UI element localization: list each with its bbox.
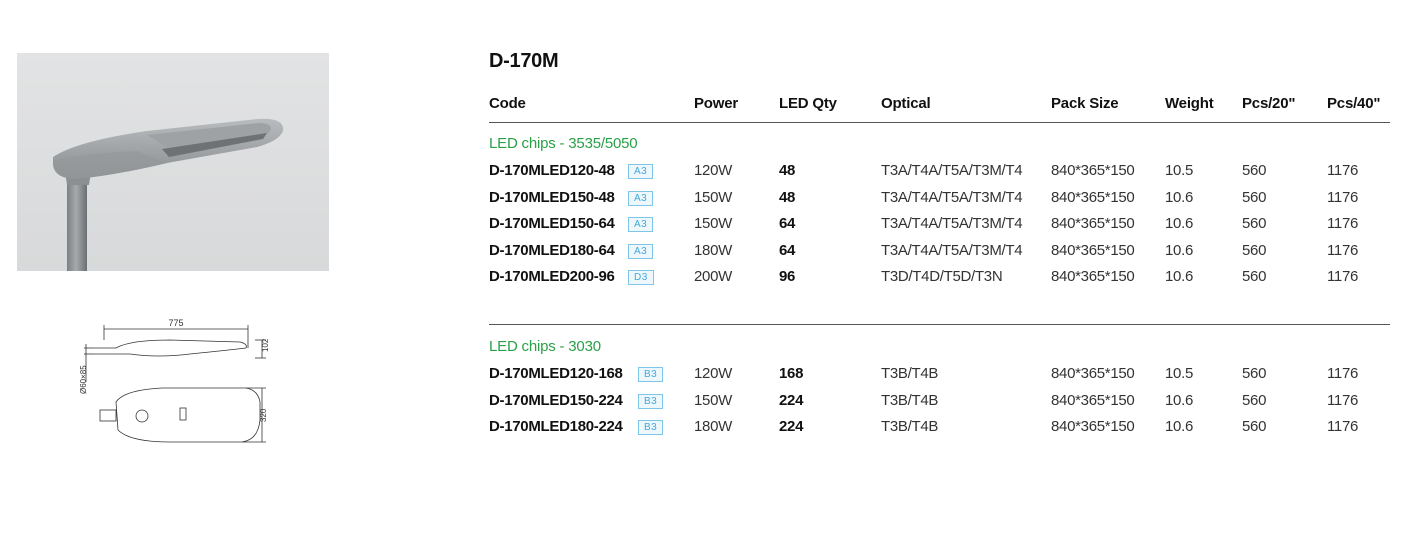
header-pcs20: Pcs/20": [1242, 95, 1296, 112]
cell-optical: T3B/T4B: [881, 391, 939, 409]
cell-led-qty: 64: [779, 241, 796, 259]
cell-weight: 10.6: [1165, 268, 1193, 285]
table-row: [489, 213, 1390, 235]
cell-code: D-170MLED120-48: [489, 162, 615, 179]
table-row: [489, 416, 1390, 438]
cell-weight: 10.6: [1165, 215, 1193, 232]
cell-optical: T3B/T4B: [881, 418, 939, 435]
optic-badge: A3: [628, 217, 653, 232]
cell-code: D-170MLED150-224: [489, 391, 623, 409]
cell-pack-size: 840*365*150: [1051, 418, 1135, 435]
cell-optical: T3A/T4A/T5A/T3M/T4: [881, 188, 1023, 206]
group-label: LED chips - 3535/5050: [489, 135, 638, 152]
cell-power: 150W: [694, 391, 732, 409]
header-code: Code: [489, 95, 526, 112]
street-light-image: [17, 53, 329, 271]
table-row: [489, 240, 1390, 262]
table-row: [489, 266, 1390, 288]
cell-pcs20: 560: [1242, 418, 1267, 435]
table-row: [489, 390, 1390, 412]
cell-optical: T3D/T4D/T5D/T3N: [881, 268, 1003, 285]
cell-weight: 10.6: [1165, 418, 1193, 435]
cell-pcs40: 1176: [1327, 418, 1359, 435]
cell-pcs40: 1176: [1327, 215, 1359, 232]
product-title: D-170M: [489, 50, 559, 72]
cell-code: D-170MLED180-64: [489, 241, 615, 259]
cell-pack-size: 840*365*150: [1051, 391, 1135, 409]
optic-badge: A3: [628, 191, 653, 206]
cell-code: D-170MLED120-168: [489, 365, 623, 382]
cell-power: 120W: [694, 162, 732, 179]
cell-pcs20: 560: [1242, 215, 1267, 232]
optic-badge: A3: [628, 244, 653, 259]
cell-power: 200W: [694, 268, 732, 285]
dim-length: 775: [168, 318, 184, 328]
header-power: Power: [694, 95, 739, 112]
cell-led-qty: 96: [779, 268, 796, 285]
cell-pcs20: 560: [1242, 391, 1267, 409]
cell-pcs20: 560: [1242, 365, 1267, 382]
cell-led-qty: 168: [779, 365, 804, 382]
cell-pcs20: 560: [1242, 241, 1267, 259]
cell-pcs40: 1176: [1327, 162, 1359, 179]
cell-power: 120W: [694, 365, 732, 382]
cell-pcs40: 1176: [1327, 188, 1359, 206]
table-row: [489, 363, 1390, 385]
header-weight: Weight: [1165, 95, 1214, 112]
dimension-drawing-svg: [70, 312, 290, 457]
cell-power: 150W: [694, 215, 732, 232]
optic-badge: B3: [638, 367, 663, 382]
cell-pack-size: 840*365*150: [1051, 241, 1135, 259]
dim-pole: Ø60×85: [79, 365, 88, 394]
cell-code: D-170MLED200-96: [489, 268, 615, 285]
cell-power: 180W: [694, 241, 732, 259]
cell-weight: 10.6: [1165, 391, 1193, 409]
optic-badge: B3: [638, 394, 663, 409]
cell-power: 180W: [694, 418, 732, 435]
cell-pcs20: 560: [1242, 188, 1267, 206]
table-row: [489, 187, 1390, 209]
cell-pcs40: 1176: [1327, 365, 1359, 382]
dimension-drawing: [70, 312, 290, 457]
cell-pack-size: 840*365*150: [1051, 162, 1135, 179]
cell-pcs40: 1176: [1327, 241, 1359, 259]
dim-height: 102: [261, 338, 270, 352]
cell-optical: T3A/T4A/T5A/T3M/T4: [881, 215, 1023, 232]
optic-badge: B3: [638, 420, 663, 435]
cell-led-qty: 48: [779, 188, 796, 206]
group-label: LED chips - 3030: [489, 338, 601, 355]
header-divider: [489, 122, 1390, 123]
cell-weight: 10.5: [1165, 162, 1193, 179]
cell-code: D-170MLED180-224: [489, 418, 623, 435]
optic-badge: A3: [628, 164, 653, 179]
product-photo: [17, 53, 329, 271]
dim-width: 320: [259, 408, 268, 422]
cell-power: 150W: [694, 188, 732, 206]
cell-weight: 10.5: [1165, 365, 1193, 382]
optic-badge: D3: [628, 270, 654, 285]
header-led-qty: LED Qty: [779, 95, 837, 112]
table-row: [489, 160, 1390, 182]
cell-pack-size: 840*365*150: [1051, 365, 1135, 382]
group-divider: [489, 324, 1390, 325]
cell-optical: T3A/T4A/T5A/T3M/T4: [881, 162, 1023, 179]
cell-optical: T3B/T4B: [881, 365, 939, 382]
cell-led-qty: 48: [779, 162, 796, 179]
cell-led-qty: 224: [779, 418, 804, 435]
cell-pack-size: 840*365*150: [1051, 215, 1135, 232]
cell-code: D-170MLED150-48: [489, 188, 615, 206]
cell-weight: 10.6: [1165, 188, 1193, 206]
cell-pcs20: 560: [1242, 162, 1267, 179]
cell-pack-size: 840*365*150: [1051, 268, 1135, 285]
cell-code: D-170MLED150-64: [489, 215, 615, 232]
header-pack-size: Pack Size: [1051, 95, 1119, 112]
cell-pcs40: 1176: [1327, 268, 1359, 285]
cell-led-qty: 224: [779, 391, 804, 409]
header-pcs40: Pcs/40": [1327, 95, 1381, 112]
cell-pack-size: 840*365*150: [1051, 188, 1135, 206]
cell-optical: T3A/T4A/T5A/T3M/T4: [881, 241, 1023, 259]
cell-weight: 10.6: [1165, 241, 1193, 259]
cell-led-qty: 64: [779, 215, 796, 232]
cell-pcs20: 560: [1242, 268, 1267, 285]
cell-pcs40: 1176: [1327, 391, 1359, 409]
header-optical: Optical: [881, 95, 931, 112]
